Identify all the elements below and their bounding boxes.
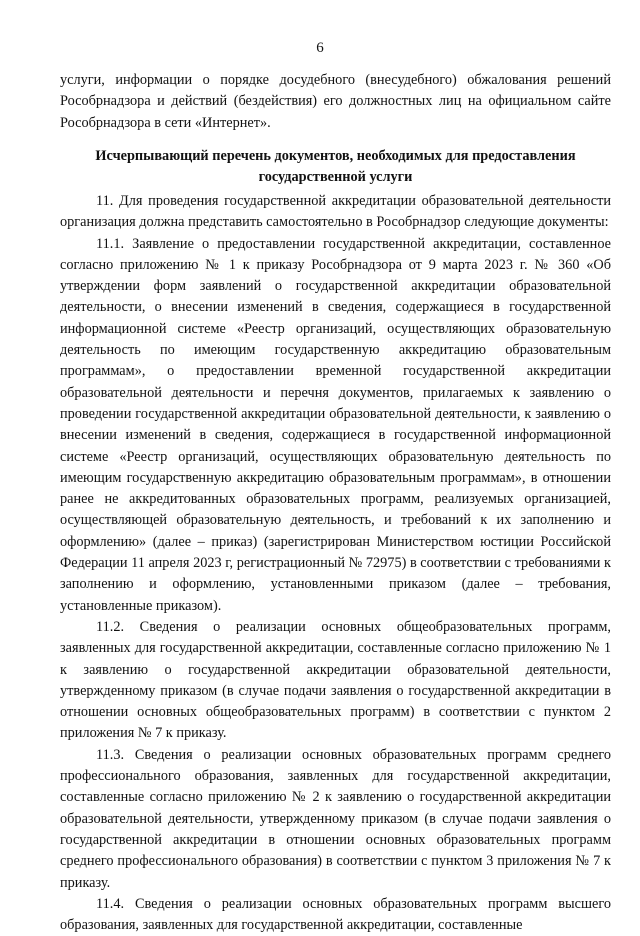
- paragraph-11: 11. Для проведения государственной аккредитации образовательной деятельности организация должна представить самостоятельно в Рособрнадзор следующие документы:: [60, 193, 611, 231]
- page-number: 6: [316, 40, 324, 56]
- paragraph-11-2: 11.2. Сведения о реализации основных общеобразовательных программ, заявленных для государственной аккредитации, составленные согласно приложению № 1 к заявлению о государственной аккредитации образовательной деятельности, утвержденному приказом (в случае подачи заявления о государственной аккредитации в отношении основных общеобразовательных программ) в соответствии с пунктом 2 приложения № 7 к приказу.: [60, 618, 611, 742]
- paragraph-11-4: 11.4. Сведения о реализации основных образовательных программ высшего образования, заявленных для государственной аккредитации, составленные: [60, 895, 611, 934]
- section-heading: Исчерпывающий перечень документов, необходимых для предоставления государственной услуги: [95, 148, 576, 186]
- document-body: [60, 191, 611, 936]
- intro-text: услуги, информации о порядке досудебного (внесудебного) обжалования решений Рособрнадзора и действий (бездействия) его должностных лиц на официальном сайте Рособрнадзора в сети «Интернет».: [60, 72, 611, 131]
- paragraph-11-3: 11.3. Сведения о реализации основных образовательных программ среднего профессионального образования, заявленных для государственной аккредитации, составленные согласно приложению № 2 к заявлению о государственной аккредитации образовательной деятельности, утвержденному приказом (в случае подачи заявления о государственной аккредитации в отношении основных образовательных программ среднего профессионального образования) в соответствии с пунктом 3 приложения № 7 к приказу.: [60, 746, 611, 891]
- intro-paragraph: [60, 70, 611, 134]
- paragraph-11-1: 11.1. Заявление о предоставлении государственной аккредитации, составленное согласно приложению № 1 к приказу Рособрнадзора от 9 марта 2023 г. № 360 «Об утверждении форм заявлений о государственной аккредитации образовательной деятельности, о внесении изменений в сведения, содержащиеся в государственной информационной системе «Реестр организаций, осуществляющих образовательную деятельность по имеющим государственную аккредитацию образовательным программам», о предоставлении временной государственной аккредитации образовательной деятельности и перечня документов, прилагаемых к заявлению о проведении государственной аккредитации образовательной деятельности, к заявлению о внесении изменений в сведения, содержащиеся в государственной информационной системе «Реестр организаций, осуществляющих образовательную деятельность по имеющим государственную аккредитацию образовательным программам», в отношении ранее не аккредитованных образовательных программ, реализуемых организацией, осуществляющей образовательную деятельность, и требований к их заполнению и оформлению» (далее – приказ) (зарегистрирован Министерством юстиции Российской Федерации 11 апреля 2023 г, регистрационный № 72975) в соответствии с требованиями к заполнению и оформлению, установленными приказом (далее – требования, установленные приказом).: [60, 235, 611, 614]
